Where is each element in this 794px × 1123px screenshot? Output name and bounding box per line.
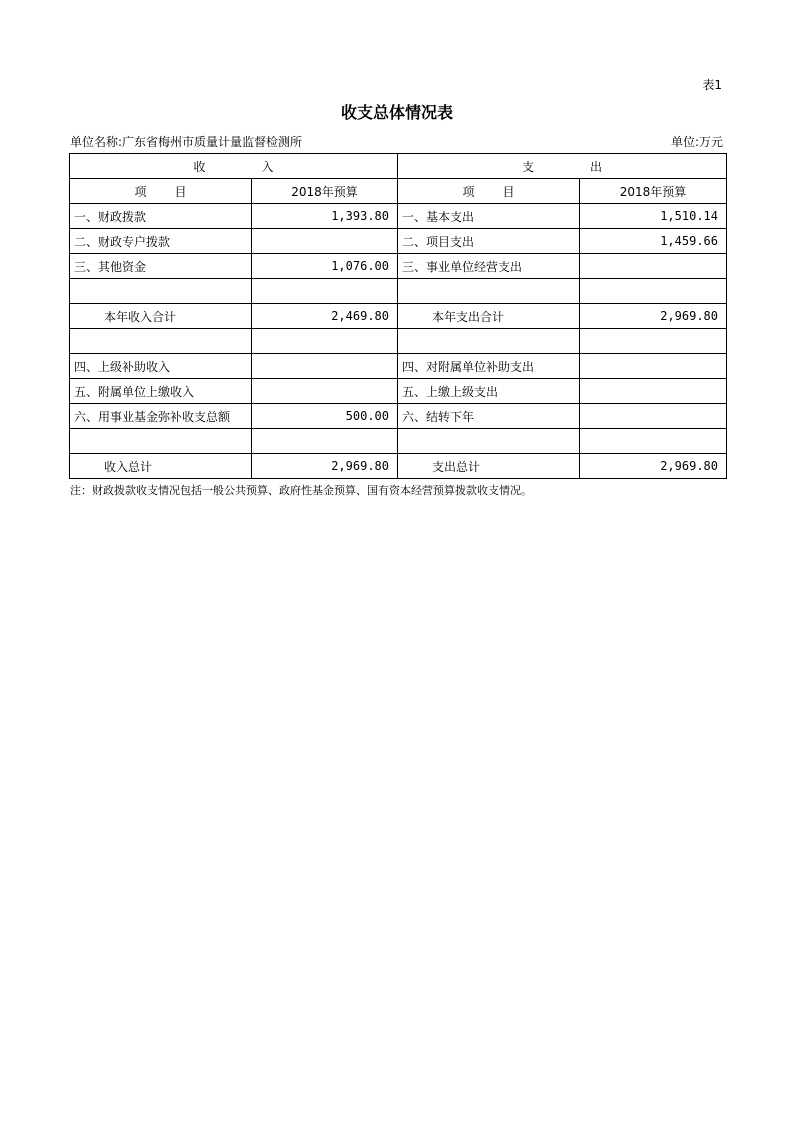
total-row xyxy=(70,454,727,479)
table-number: 表1 xyxy=(702,78,722,92)
section-header-row xyxy=(70,154,727,179)
income-header-b: 入 xyxy=(261,159,274,174)
expense-item xyxy=(398,279,580,304)
unit-label: 单位: xyxy=(670,135,699,149)
income-item: 四、上级补助收入 xyxy=(70,354,252,379)
income-value xyxy=(252,429,398,454)
item-header-a: 项 xyxy=(462,184,475,199)
expense-header-a: 支 xyxy=(521,159,534,174)
income-item xyxy=(70,329,252,354)
income-value xyxy=(252,329,398,354)
table-row xyxy=(70,379,727,404)
expense-header-b: 出 xyxy=(590,159,603,174)
expense-item xyxy=(398,429,580,454)
expense-item: 六、结转下年 xyxy=(398,404,580,429)
expense-value xyxy=(580,254,727,279)
expense-value: 1,459.66 xyxy=(580,229,727,254)
income-total-label: 收入总计 xyxy=(70,454,252,479)
income-item xyxy=(70,279,252,304)
income-item: 二、财政专户拨款 xyxy=(70,229,252,254)
expense-value: 1,510.14 xyxy=(580,204,727,229)
income-section-header xyxy=(70,154,398,179)
income-value: 1,393.80 xyxy=(252,204,398,229)
income-subtotal-label: 本年收入合计 xyxy=(70,304,252,329)
expense-value xyxy=(580,279,727,304)
expense-value xyxy=(580,379,727,404)
item-header-a: 项 xyxy=(134,184,147,199)
expense-subtotal-label: 本年支出合计 xyxy=(398,304,580,329)
expense-item: 四、对附属单位补助支出 xyxy=(398,354,580,379)
table-row xyxy=(70,429,727,454)
subtotal-row xyxy=(70,304,727,329)
income-value: 500.00 xyxy=(252,404,398,429)
page-title: 收支总体情况表 xyxy=(340,103,453,122)
expense-value xyxy=(580,429,727,454)
income-item-header xyxy=(70,179,252,204)
expense-item-header xyxy=(398,179,580,204)
expense-section-header xyxy=(398,154,727,179)
income-item xyxy=(70,429,252,454)
income-total-value: 2,969.80 xyxy=(252,454,398,479)
org-label: 单位名称: xyxy=(70,135,123,149)
income-item: 一、财政拨款 xyxy=(70,204,252,229)
expense-item xyxy=(398,329,580,354)
expense-item: 二、项目支出 xyxy=(398,229,580,254)
income-value xyxy=(252,229,398,254)
expense-item: 三、事业单位经营支出 xyxy=(398,254,580,279)
income-header-a: 收 xyxy=(193,159,206,174)
item-header-b: 目 xyxy=(502,184,515,199)
income-value xyxy=(252,279,398,304)
income-budget-header: 2018年预算 xyxy=(252,179,398,204)
income-item: 五、附属单位上缴收入 xyxy=(70,379,252,404)
table-row xyxy=(70,279,727,304)
expense-value xyxy=(580,354,727,379)
expense-total-value: 2,969.80 xyxy=(580,454,727,479)
expense-subtotal-value: 2,969.80 xyxy=(580,304,727,329)
expense-value xyxy=(580,329,727,354)
table-row xyxy=(70,329,727,354)
expense-item: 五、上缴上级支出 xyxy=(398,379,580,404)
footnote: 注：财政拨款收支情况包括一般公共预算、政府性基金预算、国有资本经营预算拨款收支情况。 xyxy=(70,484,532,497)
income-subtotal-value: 2,469.80 xyxy=(252,304,398,329)
expense-item: 一、基本支出 xyxy=(398,204,580,229)
expense-budget-header: 2018年预算 xyxy=(580,179,727,204)
expense-total-label: 支出总计 xyxy=(398,454,580,479)
org-info xyxy=(70,133,302,150)
table-row xyxy=(70,229,727,254)
column-header-row xyxy=(70,179,727,204)
budget-table xyxy=(69,153,727,479)
table-row xyxy=(70,404,727,429)
table-row xyxy=(70,354,727,379)
income-value xyxy=(252,379,398,404)
income-item: 六、用事业基金弥补收支总额 xyxy=(70,404,252,429)
table-row xyxy=(70,254,727,279)
income-value: 1,076.00 xyxy=(252,254,398,279)
income-item: 三、其他资金 xyxy=(70,254,252,279)
income-value xyxy=(252,354,398,379)
item-header-b: 目 xyxy=(174,184,187,199)
unit-value: 万元 xyxy=(698,135,723,149)
org-name: 广东省梅州市质量计量监督检测所 xyxy=(122,135,303,149)
expense-value xyxy=(580,404,727,429)
table-row xyxy=(70,204,727,229)
unit-info xyxy=(671,133,723,150)
